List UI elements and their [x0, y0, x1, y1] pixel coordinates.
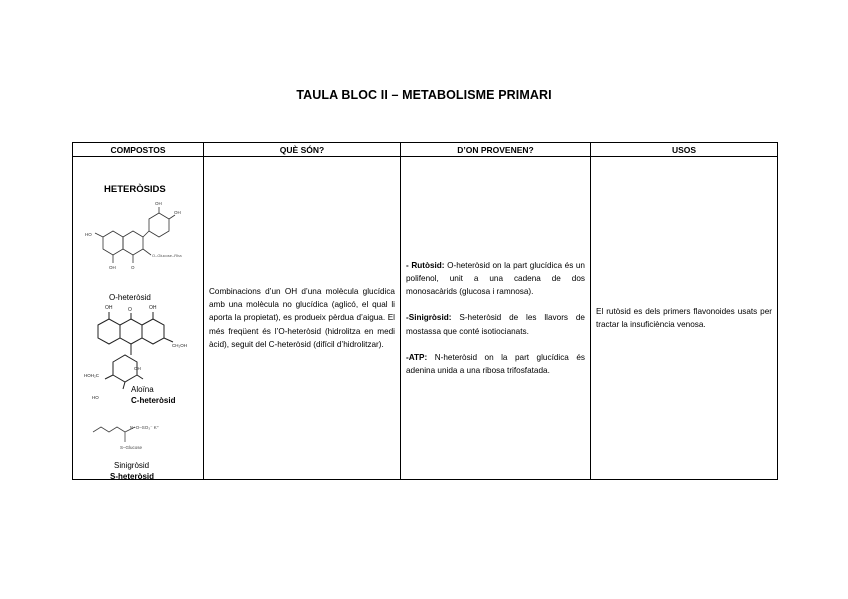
rutin-oh-label: OH [109, 265, 116, 270]
c-heterosid-label: C-heteròsid [131, 396, 176, 405]
rutin-glycoside-label: O–Glucose–Rha [152, 253, 182, 258]
rutin-oh-top-label: OH [155, 201, 162, 206]
don-provenen-cell [401, 157, 591, 480]
rutin-o-label: O [131, 265, 135, 270]
aloin-sugar-ho-label: HO [92, 395, 99, 400]
header-don-provenen: D’ON PROVENEN? [401, 143, 591, 157]
que-son-cell: Combinacions d’un OH d’una molècula glucídica amb una molècula no glucídica (aglicó, el qual li aporta la propietat), es produeix pèrdua d’aigua. El més freqüent és l’O-heteròsid (hidrolitza en medi àcid), seguit del C-heteròsid (difícil d’hidrolitzar). [204, 157, 401, 480]
aloin-sugar-oh-label: OH [134, 366, 141, 371]
metabolism-table [72, 142, 778, 480]
aloin-hoh2c-label: HOH₂C [84, 373, 99, 378]
header-compostos: COMPOSTOS [73, 143, 204, 157]
rutosid-term: Rutòsid: [411, 260, 445, 270]
sinigrin-n-label: N–O–SO₃⁻ K⁺ [130, 425, 160, 430]
rutin-ho-label: HO [85, 232, 92, 237]
rutosid-entry [406, 259, 585, 299]
atp-entry [406, 351, 585, 377]
aloina-name-label: Aloïna [131, 385, 154, 394]
sinigrosid-term: Sinigròsid: [408, 313, 452, 323]
aloin-oh-right-label: OH [149, 305, 157, 311]
aloin-oh-left-label: OH [105, 305, 113, 311]
rutosid-prefix: - [406, 260, 412, 270]
atp-prefix: - [406, 352, 409, 362]
aloin-ch2oh-label: CH₂OH [172, 343, 187, 348]
header-row [73, 143, 778, 157]
atp-term: ATP: [408, 352, 428, 362]
page-title: TAULA BLOC II – METABOLISME PRIMARI [296, 88, 552, 102]
compostos-cell [73, 157, 204, 480]
heterosids-title: HETERÒSIDS [104, 184, 166, 195]
o-heterosid-label: O-heteròsid [109, 293, 151, 302]
sinigrin-s-label: S–Glucose [120, 445, 143, 450]
rutin-structure-image [73, 157, 204, 487]
sinigrosid-text: S-heteròsid de les llavors de mostassa que conté isotiocianats. [406, 313, 585, 336]
atp-text: N-heteròsid on la part glucídica és adenina unida a una ribosa trifosfatada. [406, 352, 585, 375]
rutosid-text: O-heteròsid on la part glucídica és un polifenol, unit a una cadena de dos monosacàrids (glucosa i ramnosa). [406, 260, 585, 297]
header-que-son: QUÈ SÓN? [204, 143, 401, 157]
sinigrosid-prefix: - [406, 313, 409, 323]
s-heterosid-label: S-heteròsid [110, 472, 155, 481]
table-row [73, 157, 778, 480]
sinigrosid-name-label: Sinigròsid [114, 461, 150, 470]
sinigrosid-entry [406, 311, 585, 337]
rutin-oh-right-label: OH [174, 210, 181, 215]
usos-cell: El rutòsid es dels primers flavonoides usats per tractar la insuficiència venosa. [591, 157, 778, 480]
aloin-o-label: O [128, 307, 132, 313]
header-usos: USOS [591, 143, 778, 157]
